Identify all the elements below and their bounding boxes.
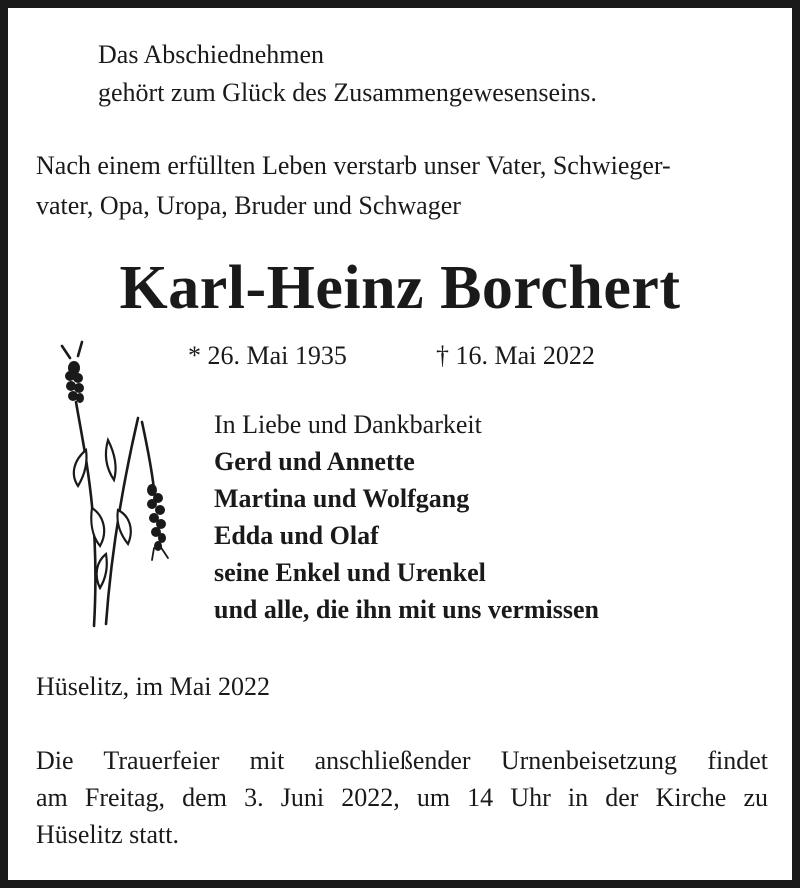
motto-line-1: Das Abschiednehmen (98, 40, 325, 69)
mourner-name: und alle, die ihn mit uns vermissen (214, 595, 600, 624)
mourner-name: Martina und Wolfgang (214, 484, 470, 513)
mourner-name: seine Enkel und Urenkel (214, 558, 486, 587)
mourner-name: Gerd und Annette (214, 447, 415, 476)
mourner-name: Edda und Olaf (214, 521, 379, 550)
deceased-name: Karl-Heinz Borchert (119, 254, 681, 322)
intro-line-1: Nach einem erfüllten Leben verstarb unser Vater, Schwieger- (36, 151, 671, 180)
death-date: † 16. Mai 2022 (436, 341, 595, 370)
place-and-date: Hüselitz, im Mai 2022 (36, 672, 270, 701)
funeral-ceremony-info (36, 742, 768, 853)
ceremony-line-2: am Freitag, dem 3. Juni 2022, um 14 Uhr in der Kirche zu (36, 783, 768, 812)
birth-date: * 26. Mai 1935 (188, 341, 347, 370)
intro-line-2: vater, Opa, Uropa, Bruder und Schwager (36, 191, 461, 220)
ceremony-line-3: Hüselitz statt. (36, 820, 179, 849)
wheat-ears-icon (48, 340, 178, 630)
motto-line-2: gehört zum Glück des Zusammengewesenseins. (98, 78, 597, 107)
intro-text (36, 146, 766, 226)
motto-quote (98, 36, 597, 112)
mourners-list (214, 406, 599, 628)
ceremony-line-1: Die Trauerfeier mit anschließender Urnenbeisetzung findet (36, 746, 768, 775)
mourners-intro: In Liebe und Dankbarkeit (214, 410, 482, 439)
